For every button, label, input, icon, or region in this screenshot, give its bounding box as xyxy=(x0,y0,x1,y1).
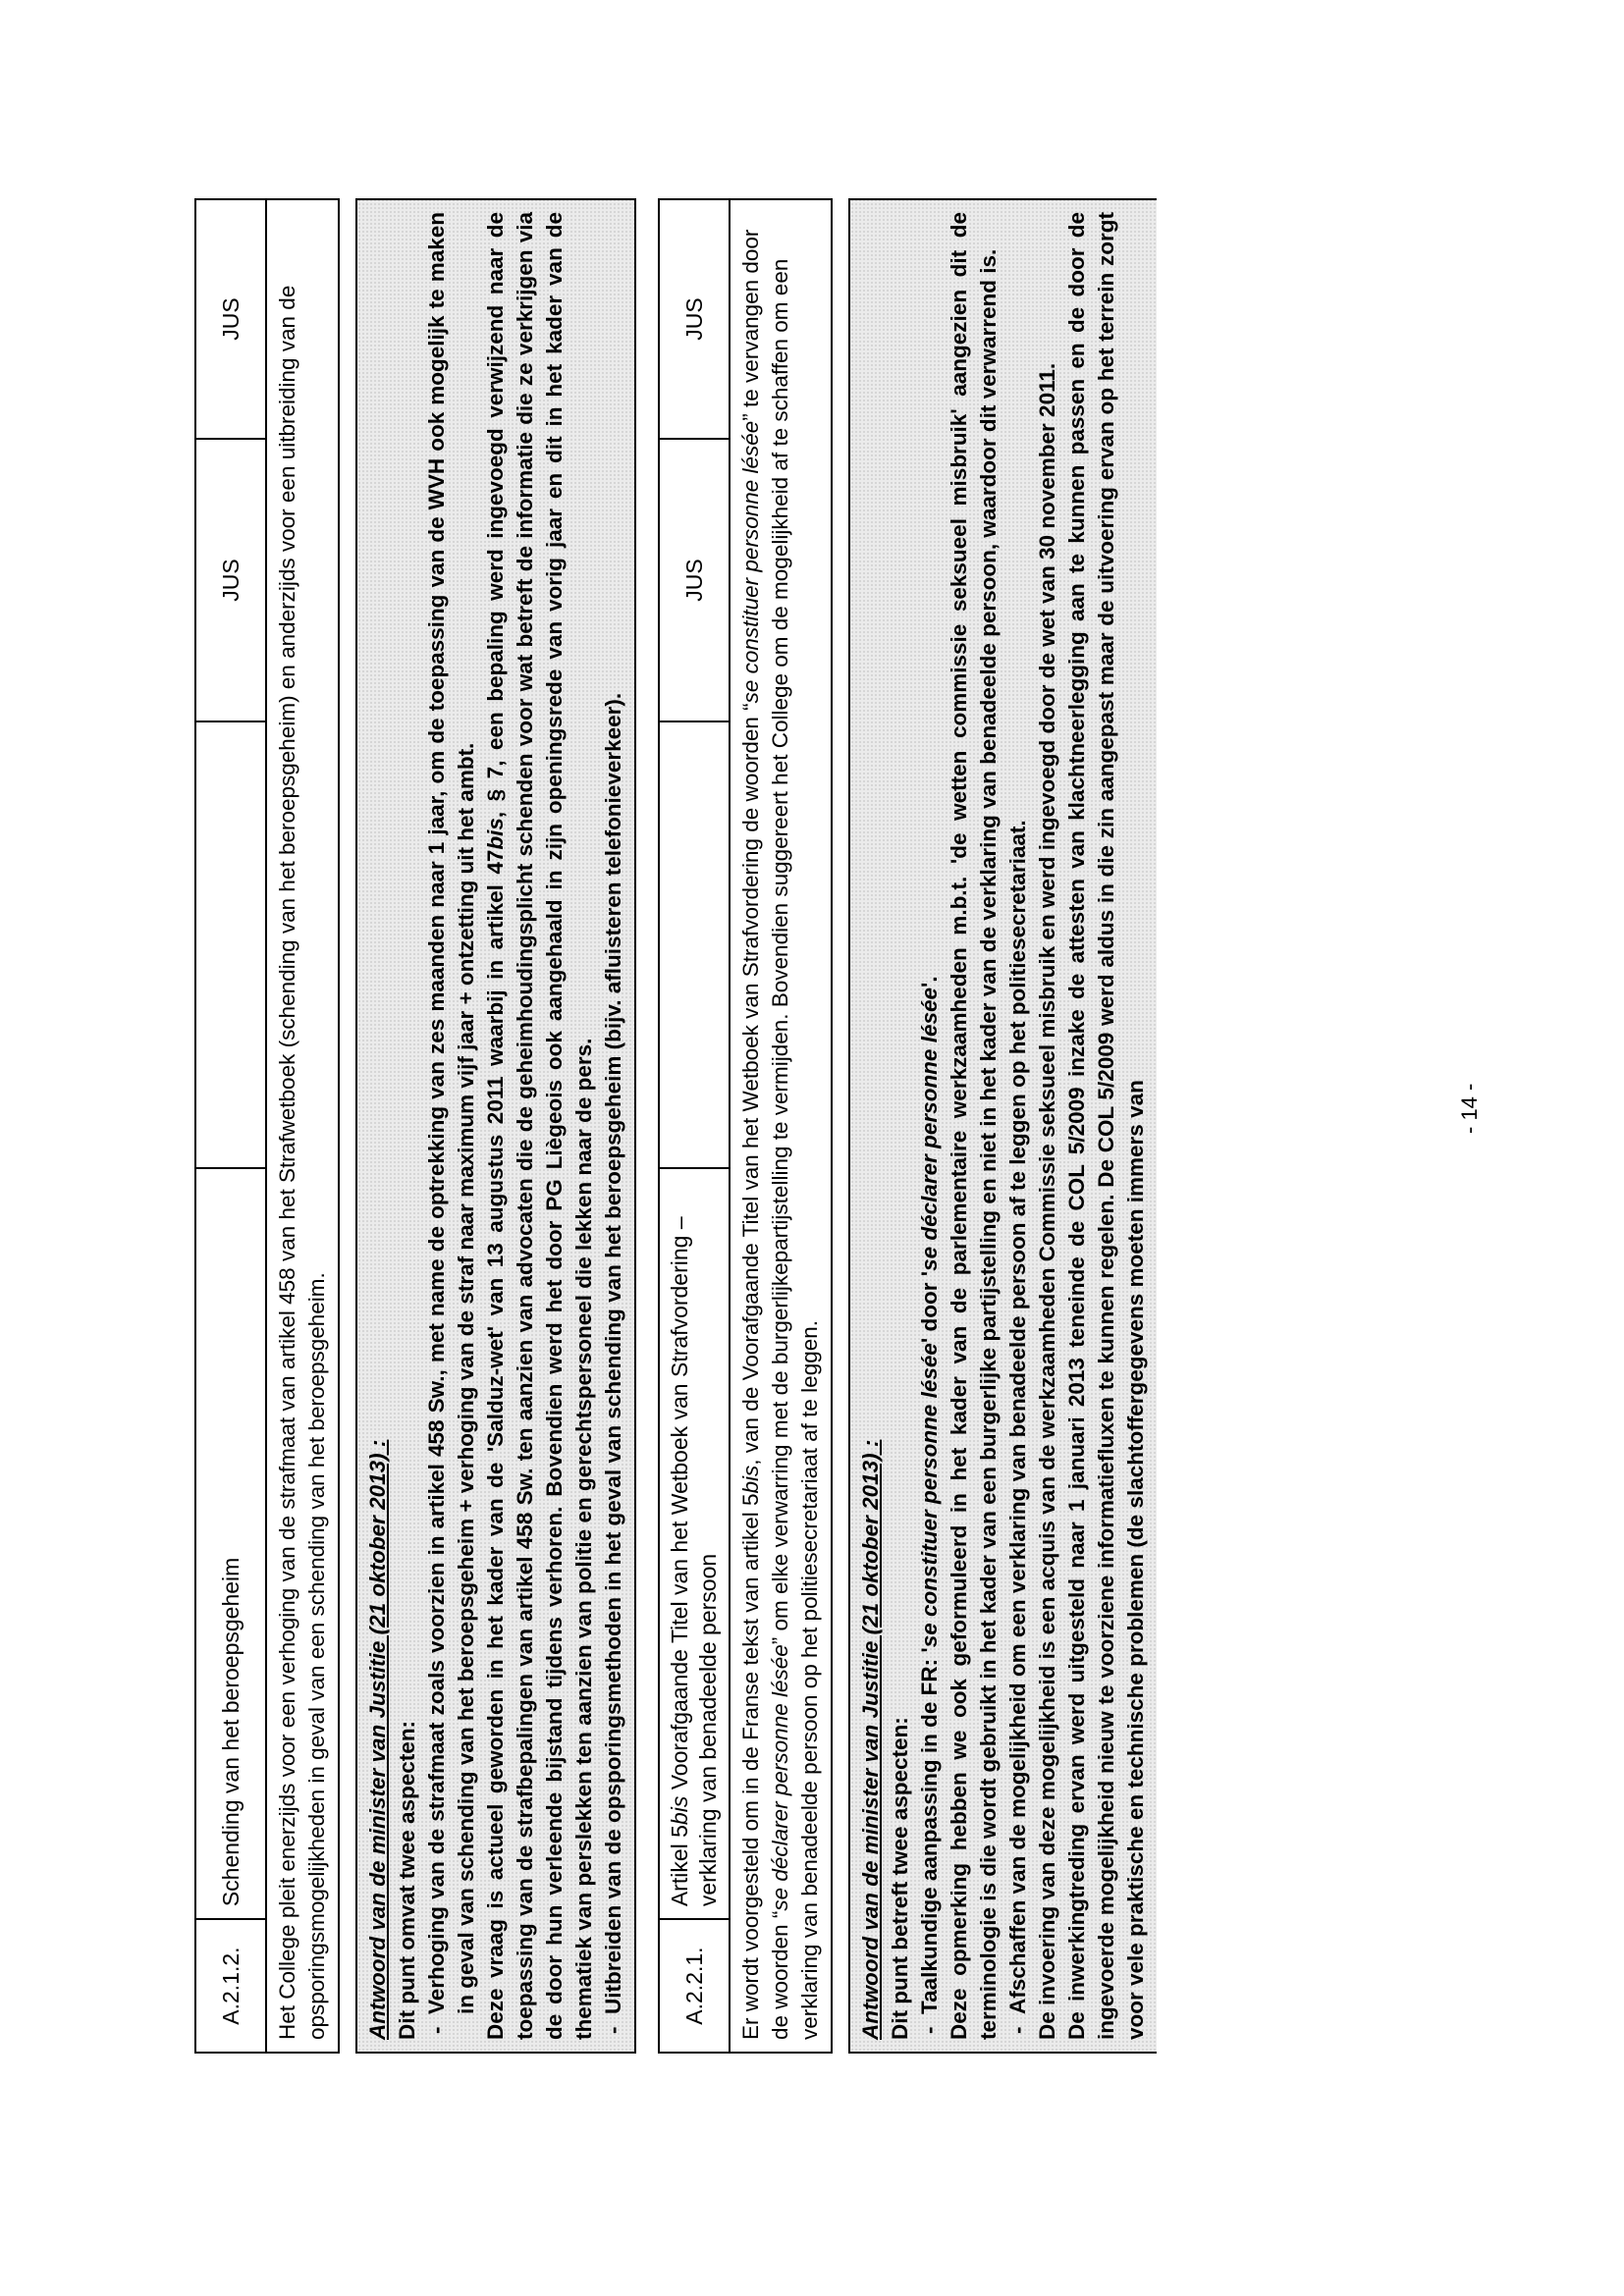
answer-bullet-list xyxy=(422,212,628,2040)
column-5-cell: JUS xyxy=(195,199,266,439)
answer-bullet-1-detail: Deze vraag is actueel geworden in het kader van de 'Salduz-wet' van 13 augustus 2011 waarbij in artikel 47bis, § 7, een bepaling werd ingevoegd verwijzend naar de toepassing van de strafbepalingen van artikel 458 Sw. ten aanzien van advocaten die de geheimhoudingsplicht schenden voor wat betreft de informatie die ze verkrijgen via de door hun verleende bijstand tijdens verhoren. Bovendien werd het door PG Liègeois ook aangehaald in zijn openingsrede van vorig jaar en dit in het kader van de thematiek van perslekken ten aanzien van politie en gerechtspersoneel die lekken naar de pers. xyxy=(483,212,596,2040)
column-4-cell: JUS xyxy=(195,439,266,721)
answer-heading: Antwoord van de minister van Justitie (21 oktober 2013) : xyxy=(365,1439,390,2040)
answer-bullet-2: - Uitbreiden van de opsporingsmethoden in het geval van schending van het beroepsgeheim (bijv. afluisteren telefonieverkeer). xyxy=(599,212,628,2040)
answer-bullet-1-detail: Deze opmerking hebben we ook geformuleerd in het kader van de parlementaire werkzaamheden m.b.t. 'de wetten commissie seksueel misbruik' aangezien dit de terminologie is die wordt gebruikt in het kader van een burgerlijke partijstelling en niet in het kader van de verklaring van benadeelde persoon, waardoor dit verwarrend is. xyxy=(947,212,1001,2040)
answer-bullet-list xyxy=(915,212,1151,2040)
rotated-page-content xyxy=(194,198,1569,2054)
section-header-row xyxy=(195,199,266,2053)
section-table-a2-1-2 xyxy=(194,198,636,2054)
section-spacer xyxy=(636,198,658,2054)
answer-intro: Dit punt omvat twee aspecten: xyxy=(395,1720,419,2040)
section-header-row xyxy=(659,199,730,2053)
section-title: Artikel 5bis Voorafgaande Titel van het Wetboek van Strafvordering – verklaring van benadeelde persoon xyxy=(659,1168,730,1920)
answer-bullet-1: - Taalkundige aanpassing in de FR: 'se constituer personne lésée' door 'se déclarer personne lésée'. xyxy=(915,212,945,2040)
answer-intro: Dit punt betreft twee aspecten: xyxy=(888,1717,912,2040)
section-description: Er wordt voorgesteld om in de Franse tekst van artikel 5bis, van de Voorafgaande Titel van het Wetboek van Strafvordering de woorden “se constituer personne lésée” te vervangen door de woorden “se déclarer personne lésée” om elke verwarring met de burgerlijkepartijstelling te vermijden. Bovendien suggereert het College om de mogelijkheid af te schaffen om een verklaring van benadeelde persoon op het politiesecretariaat af te leggen. xyxy=(730,199,832,2053)
minister-answer xyxy=(356,199,635,2053)
section-description: Het College pleit enerzijds voor een verhoging van de strafmaat van artikel 458 van het Strafwetboek (schending van het beroepsgeheim) en anderzijds voor een uitbreiding van de opsporingsmogelijkheden in geval van een schending van het beroepsgeheim. xyxy=(266,199,339,2053)
section-number: A.2.1.2. xyxy=(195,1919,266,2053)
answer-bullet-2-detail: De invoering van deze mogelijkheid is een acquis van de werkzaamheden Commissie seksueel misbruik en werd ingevoegd door de wet van 30 november 2011. xyxy=(1035,362,1059,2040)
answer-heading: Antwoord van de minister van Justitie (21 oktober 2013) : xyxy=(858,1439,883,2040)
section-number: A.2.2.1. xyxy=(659,1919,730,2053)
column-3-cell xyxy=(659,721,730,1168)
section-title: Schending van het beroepsgeheim xyxy=(195,1168,266,1920)
column-3-cell xyxy=(195,721,266,1168)
section-table-a2-2-1 xyxy=(658,198,1157,2054)
answer-bullet-2-continuation: De inwerkingtreding ervan werd uitgesteld naar 1 januari 2013 teneinde de COL 5/2009 inzake de attesten van klachtneerlegging aan te kunnen passen en de door de ingevoerde mogelijkheid nieuw te voorziene informatiefluxen te kunnen regelen. De COL 5/2009 werd aldus in die zin aangepast maar de uitvoering ervan op het terrein zorgt voor vele praktische en technische problemen (de slachtoffergegevens moeten immers van xyxy=(1064,212,1148,2040)
page-number: - 14 - xyxy=(1457,1083,1482,1134)
minister-answer xyxy=(849,199,1157,2053)
column-4-cell: JUS xyxy=(659,439,730,721)
answer-bullet-2: - Afschaffen van de mogelijkheid om een verklaring van benadeelde persoon af te leggen op het politiesecretariaat. xyxy=(1003,212,1033,2040)
column-5-cell: JUS xyxy=(659,199,730,439)
answer-bullet-1: - Verhoging van de strafmaat zoals voorzien in artikel 458 Sw., met name de optrekking van zes maanden naar 1 jaar, om de toepassing van de WVH ook mogelijk te maken in geval van schending van het beroepsgeheim + verhoging van de straf naar maximum vijf jaar + ontzetting uit het ambt. xyxy=(422,212,481,2040)
